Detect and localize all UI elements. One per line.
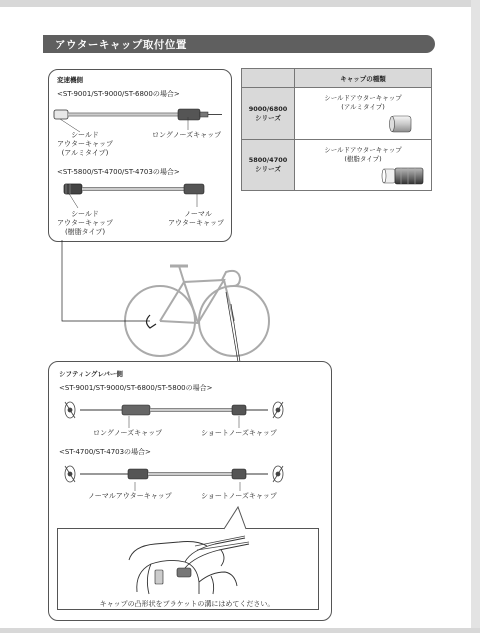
row-label-5800-series: 5800/4700 <box>248 156 288 164</box>
label-sealed-alu-2: アウターキャップ <box>57 140 113 148</box>
cap-name-resin-1: シールドアウターキャップ <box>324 146 402 154</box>
cap-name-resin-2: (樹脂タイプ) <box>344 154 382 163</box>
label-long-nose-shifting: ロングノーズキャップ <box>93 429 163 437</box>
label-short-nose-shifting-a: ショートノーズキャップ <box>201 429 277 437</box>
label-normal-cap-2: アウターキャップ <box>168 219 224 227</box>
groove-detail-icon <box>155 568 191 584</box>
shifting-model-a: <ST-9001/ST-9000/ST-6800/ST-5800の場合> <box>59 384 213 392</box>
cap-name-alu-1: シールドアウターキャップ <box>324 94 402 102</box>
row-label-5800-suffix: シリーズ <box>255 165 281 173</box>
row-label-9000-suffix: シリーズ <box>255 113 281 122</box>
label-sealed-resin-1: シールド <box>71 210 99 218</box>
derailleur-model-a: <ST-9001/ST-9000/ST-6800の場合> <box>57 90 180 98</box>
label-long-nose-a: ロングノーズキャップ <box>152 131 222 139</box>
shifting-model-b: <ST-4700/ST-4703の場合> <box>59 448 151 456</box>
label-normal-cap-shifting: ノーマルアウターキャップ <box>88 492 172 500</box>
derailleur-model-b: <ST-5800/ST-4700/ST-4703の場合> <box>57 168 180 176</box>
section-title: アウターキャップ取付位置 <box>55 39 187 51</box>
label-short-nose-shifting-b: ショートノーズキャップ <box>201 492 277 500</box>
row-label-9000-series: 9000/6800 <box>248 104 288 113</box>
derailleur-heading: 変速機側 <box>57 76 83 84</box>
label-sealed-alu-3: (アルミタイプ) <box>61 149 109 157</box>
shifting-heading: シフティングレバー側 <box>59 370 123 378</box>
cap-name-alu-2: (アルミタイプ) <box>341 102 385 111</box>
cap-table-header: キャップの種類 <box>295 69 432 88</box>
bracket-illustration <box>125 532 255 598</box>
label-sealed-resin-3: (樹脂タイプ) <box>64 228 106 236</box>
label-sealed-resin-2: アウターキャップ <box>57 219 113 227</box>
bracket-note: キャップの凸形状をブラケットの溝にはめてください。 <box>99 600 275 608</box>
label-sealed-alu-1: シールド <box>71 131 99 139</box>
label-normal-cap-1: ノーマル <box>184 210 212 218</box>
